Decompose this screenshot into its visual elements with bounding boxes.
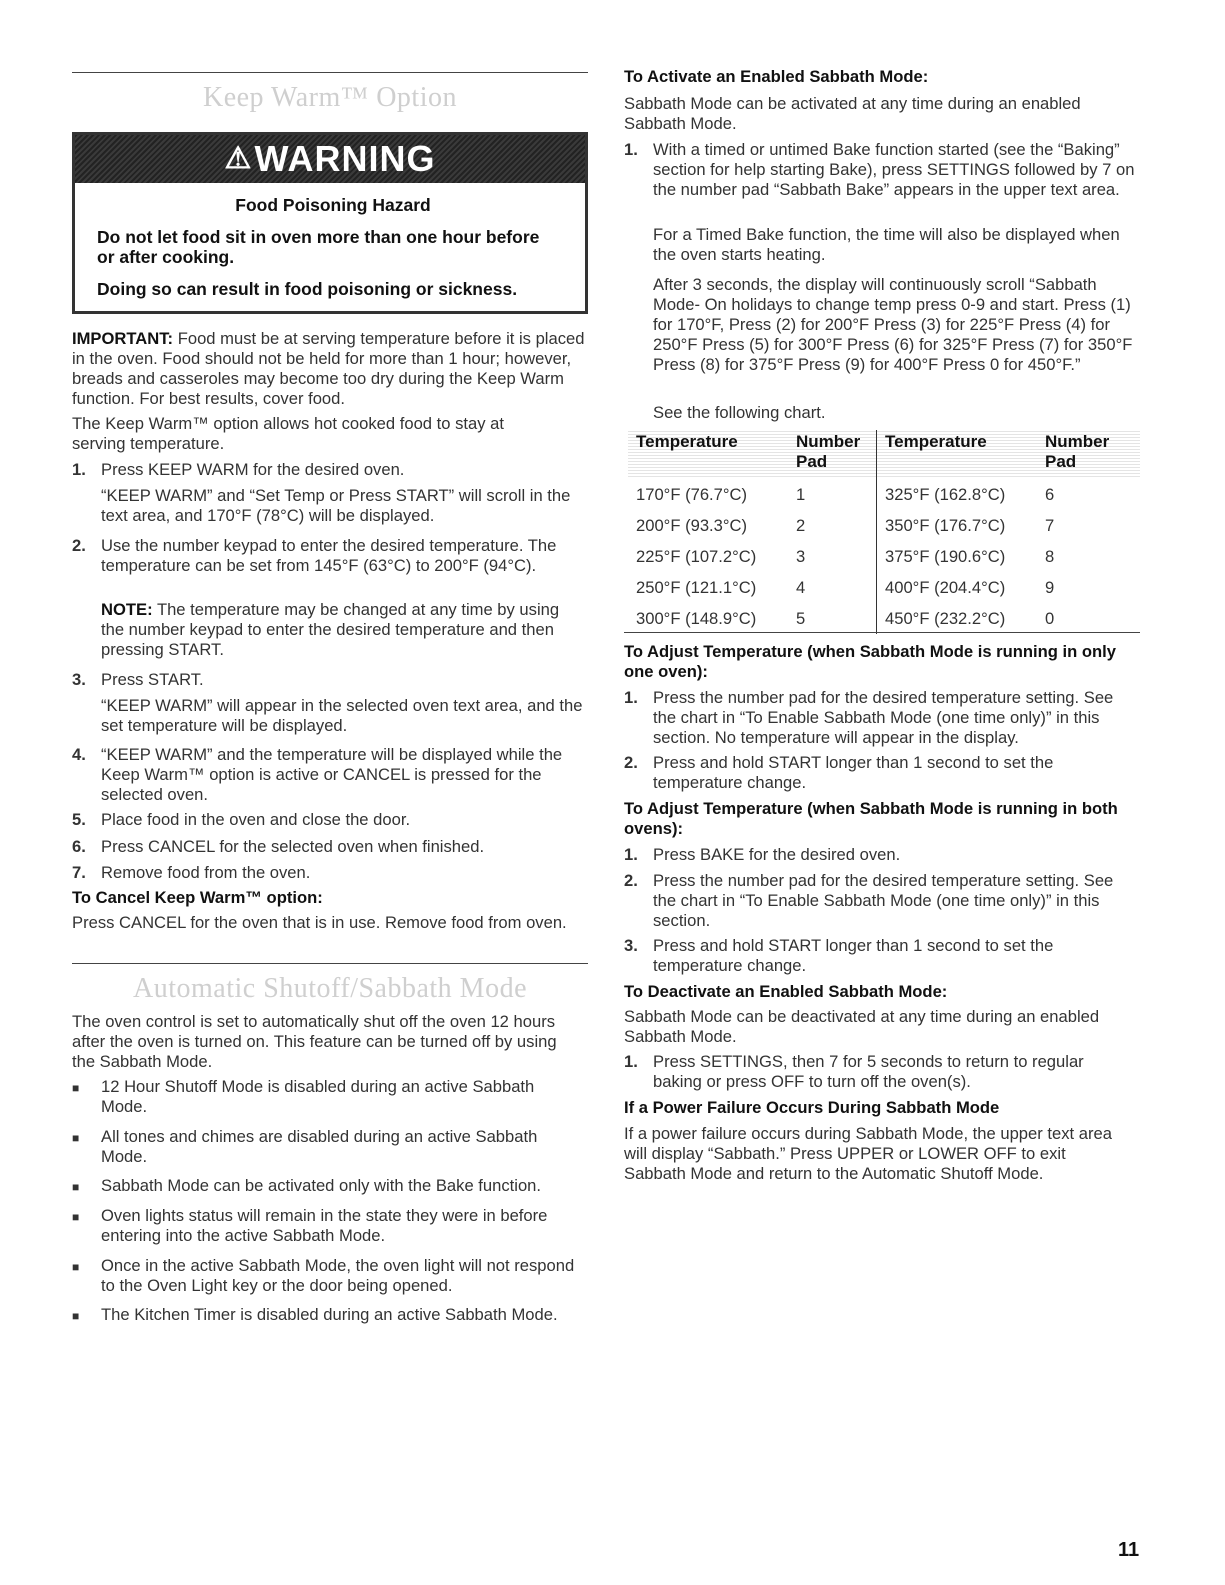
table-cell: 8 xyxy=(1045,547,1055,566)
activate-para2: For a Timed Bake function, the time will also be displayed when the oven starts heating. xyxy=(653,225,1120,264)
step-number: 3. xyxy=(72,670,86,689)
step-number: 7. xyxy=(72,863,86,882)
step-number: 5. xyxy=(72,810,86,829)
section-rule xyxy=(72,963,588,964)
table-cell: 200°F (93.3°C) xyxy=(636,516,748,535)
table-cell: 7 xyxy=(1045,516,1055,535)
step-text: “KEEP WARM” and the temperature will be displayed while the Keep Warm™ option is active or CANCEL is pressed for the selected oven. xyxy=(101,745,563,804)
adjust-both-heading: To Adjust Temperature (when Sabbath Mode is running in both ovens): xyxy=(624,799,1118,838)
bullet-text: Oven lights status will remain in the state they were in before entering into the active Sabbath Mode. xyxy=(101,1206,548,1245)
step-text: Use the number keypad to enter the desired temperature. The temperature can be set from 145°F (63°C) to 200°F (94°C). xyxy=(101,536,557,575)
bullet-text: Once in the active Sabbath Mode, the oven light will not respond to the Oven Light key or the door being opened. xyxy=(101,1256,575,1295)
adjust-one-heading: To Adjust Temperature (when Sabbath Mode is running in only one oven): xyxy=(624,642,1116,681)
table-row xyxy=(628,572,1140,603)
table-cell: 375°F (190.6°C) xyxy=(885,547,1006,566)
warning-header xyxy=(75,135,585,183)
activate-para3: After 3 seconds, the display will continuously scroll “Sabbath Mode- On holidays to change temp press 0-9 and start. Press (1) for 170°F, Press (2) for 200°F Press (3) for 225°F Press (4) for 250°F Press (5) for 300°F Press (6) for 325°F Press (7) for 350°F Press (8) for 375°F Press (9) for 400°F Press 0 for 450°F.” xyxy=(653,275,1133,374)
deactivate-heading: To Deactivate an Enabled Sabbath Mode: xyxy=(624,982,948,1001)
bullet-text: The Kitchen Timer is disabled during an active Sabbath Mode. xyxy=(101,1305,558,1324)
table-cell: 2 xyxy=(788,510,877,541)
bullet-icon: ■ xyxy=(72,1131,80,1145)
keep-warm-intro: The Keep Warm™ option allows hot cooked food to stay at serving temperature. xyxy=(72,414,504,453)
power-failure-text: If a power failure occurs during Sabbath Mode, the upper text area will display “Sabbath.” Press UPPER or LOWER OFF to exit Sabbath Mode and return to the Automatic Shutoff Mode. xyxy=(624,1124,1112,1183)
step-number: 6. xyxy=(72,837,86,856)
deactivate-intro: Sabbath Mode can be deactivated at any time during an enabled Sabbath Mode. xyxy=(624,1007,1100,1046)
step-text: Place food in the oven and close the door. xyxy=(101,810,411,829)
table-cell: 0 xyxy=(1045,609,1055,628)
table-cell: 225°F (107.2°C) xyxy=(636,547,757,566)
step-text: Press the number pad for the desired temperature setting. See the chart in “To Enable Sabbath Mode (one time only)” in this section. No temperature will appear in the display. xyxy=(653,688,1114,747)
bullet-text: 12 Hour Shutoff Mode is disabled during an active Sabbath Mode. xyxy=(101,1077,535,1116)
table-row xyxy=(628,510,1140,541)
warning-box xyxy=(72,132,588,314)
step-number: 1. xyxy=(624,845,638,864)
table-header: Number Pad xyxy=(788,430,877,479)
activate-intro: Sabbath Mode can be activated at any time during an enabled Sabbath Mode. xyxy=(624,94,1081,133)
step-text: Press KEEP WARM for the desired oven. xyxy=(101,460,405,479)
table-cell: 400°F (204.4°C) xyxy=(885,578,1006,597)
important-text: Food must be at serving temperature before it is placed in the oven. Food should not be held for more than 1 hour; however, breads and casseroles may become too dry during the Keep Warm function. For best results, cover food. xyxy=(72,329,585,408)
table-row xyxy=(628,603,1140,634)
bullet-text: Sabbath Mode can be activated only with the Bake function. xyxy=(101,1176,542,1195)
table-cell: 325°F (162.8°C) xyxy=(885,485,1006,504)
step-detail: “KEEP WARM” and “Set Temp or Press START” will scroll in the text area, and 170°F (78°C) will be displayed. xyxy=(101,486,571,525)
bullet-icon: ■ xyxy=(72,1081,80,1095)
activate-heading: To Activate an Enabled Sabbath Mode: xyxy=(624,67,929,86)
note-text: The temperature may be changed at any time by using the number keypad to enter the desired temperature and then pressing START. xyxy=(101,600,560,659)
bullet-icon: ■ xyxy=(72,1309,80,1323)
table-cell: 350°F (176.7°C) xyxy=(885,516,1006,535)
warning-line1: Do not let food sit in oven more than one hour before or after cooking. xyxy=(97,227,540,267)
step-text: Press and hold START longer than 1 second to set the temperature change. xyxy=(653,936,1054,975)
table-cell: 250°F (121.1°C) xyxy=(636,578,757,597)
important-paragraph xyxy=(72,329,588,409)
activate-para4: See the following chart. xyxy=(653,403,826,422)
table-cell: 6 xyxy=(1045,485,1055,504)
cancel-text: Press CANCEL for the oven that is in use. Remove food from oven. xyxy=(72,913,567,932)
step-text: Press CANCEL for the selected oven when finished. xyxy=(101,837,485,856)
table-cell: 300°F (148.9°C) xyxy=(636,609,757,628)
step-text: Remove food from the oven. xyxy=(101,863,311,882)
warning-label: WARNING xyxy=(254,138,436,179)
sabbath-temperature-table xyxy=(628,430,1140,634)
step-text: Press the number pad for the desired temperature setting. See the chart in “To Enable Sabbath Mode (one time only)” in this section. xyxy=(653,871,1114,930)
sabbath-intro: The oven control is set to automatically shut off the oven 12 hours after the oven is turned on. This feature can be turned off by using the Sabbath Mode. xyxy=(72,1012,557,1071)
step-number: 1. xyxy=(624,140,638,159)
table-cell: 450°F (232.2°C) xyxy=(885,609,1006,628)
keep-warm-title: Keep Warm™ Option xyxy=(202,82,457,113)
warning-hazard: Food Poisoning Hazard xyxy=(235,195,431,215)
step-number: 2. xyxy=(72,536,86,555)
step-text: Press and hold START longer than 1 second to set the temperature change. xyxy=(653,753,1054,792)
bullet-icon: ■ xyxy=(72,1180,80,1194)
step-number: 1. xyxy=(624,688,638,707)
bullet-icon: ■ xyxy=(72,1260,80,1274)
step-number: 1. xyxy=(624,1052,638,1071)
table-header: Number Pad xyxy=(1037,430,1140,479)
bullet-text: All tones and chimes are disabled during an active Sabbath Mode. xyxy=(101,1127,538,1166)
sabbath-title: Automatic Shutoff/Sabbath Mode xyxy=(133,973,527,1004)
table-cell: 5 xyxy=(788,603,877,634)
step-number: 2. xyxy=(624,871,638,890)
top-rule-left xyxy=(72,72,588,73)
table-bottom-rule xyxy=(624,632,1140,633)
step-number: 1. xyxy=(72,460,86,479)
table-cell: 1 xyxy=(788,479,877,510)
step-number: 3. xyxy=(624,936,638,955)
table-row xyxy=(628,479,1140,510)
step-number: 2. xyxy=(624,753,638,772)
table-header: Temperature xyxy=(628,430,788,479)
table-header: Temperature xyxy=(877,430,1038,479)
page-number: 11 xyxy=(1118,1539,1140,1561)
activate-step1: With a timed or untimed Bake function started (see the “Baking” section for help starting Bake), press SETTINGS followed by 7 on the number pad “Sabbath Bake” appears in the upper text area. xyxy=(653,140,1135,199)
bullet-icon: ■ xyxy=(72,1210,80,1224)
step-text: Press SETTINGS, then 7 for 5 seconds to return to regular baking or press OFF to turn off the oven(s). xyxy=(653,1052,1084,1091)
warning-line2: Doing so can result in food poisoning or sickness. xyxy=(97,279,518,299)
step-text: Press START. xyxy=(101,670,204,689)
table-row xyxy=(628,541,1140,572)
note xyxy=(101,600,581,660)
step-number: 4. xyxy=(72,745,86,764)
warning-triangle-icon: ⚠ xyxy=(224,142,253,175)
step-detail: “KEEP WARM” will appear in the selected oven text area, and the set temperature will be displayed. xyxy=(101,696,583,735)
table-header-row xyxy=(628,430,1140,479)
step-text: Press BAKE for the desired oven. xyxy=(653,845,901,864)
table-cell: 170°F (76.7°C) xyxy=(636,485,748,504)
note-label: NOTE: xyxy=(101,600,153,619)
cancel-heading: To Cancel Keep Warm™ option: xyxy=(72,888,323,907)
table-cell: 4 xyxy=(788,572,877,603)
table-cell: 9 xyxy=(1045,578,1055,597)
important-label: IMPORTANT: xyxy=(72,329,174,348)
table-cell: 3 xyxy=(788,541,877,572)
power-failure-heading: If a Power Failure Occurs During Sabbath Mode xyxy=(624,1098,1000,1117)
